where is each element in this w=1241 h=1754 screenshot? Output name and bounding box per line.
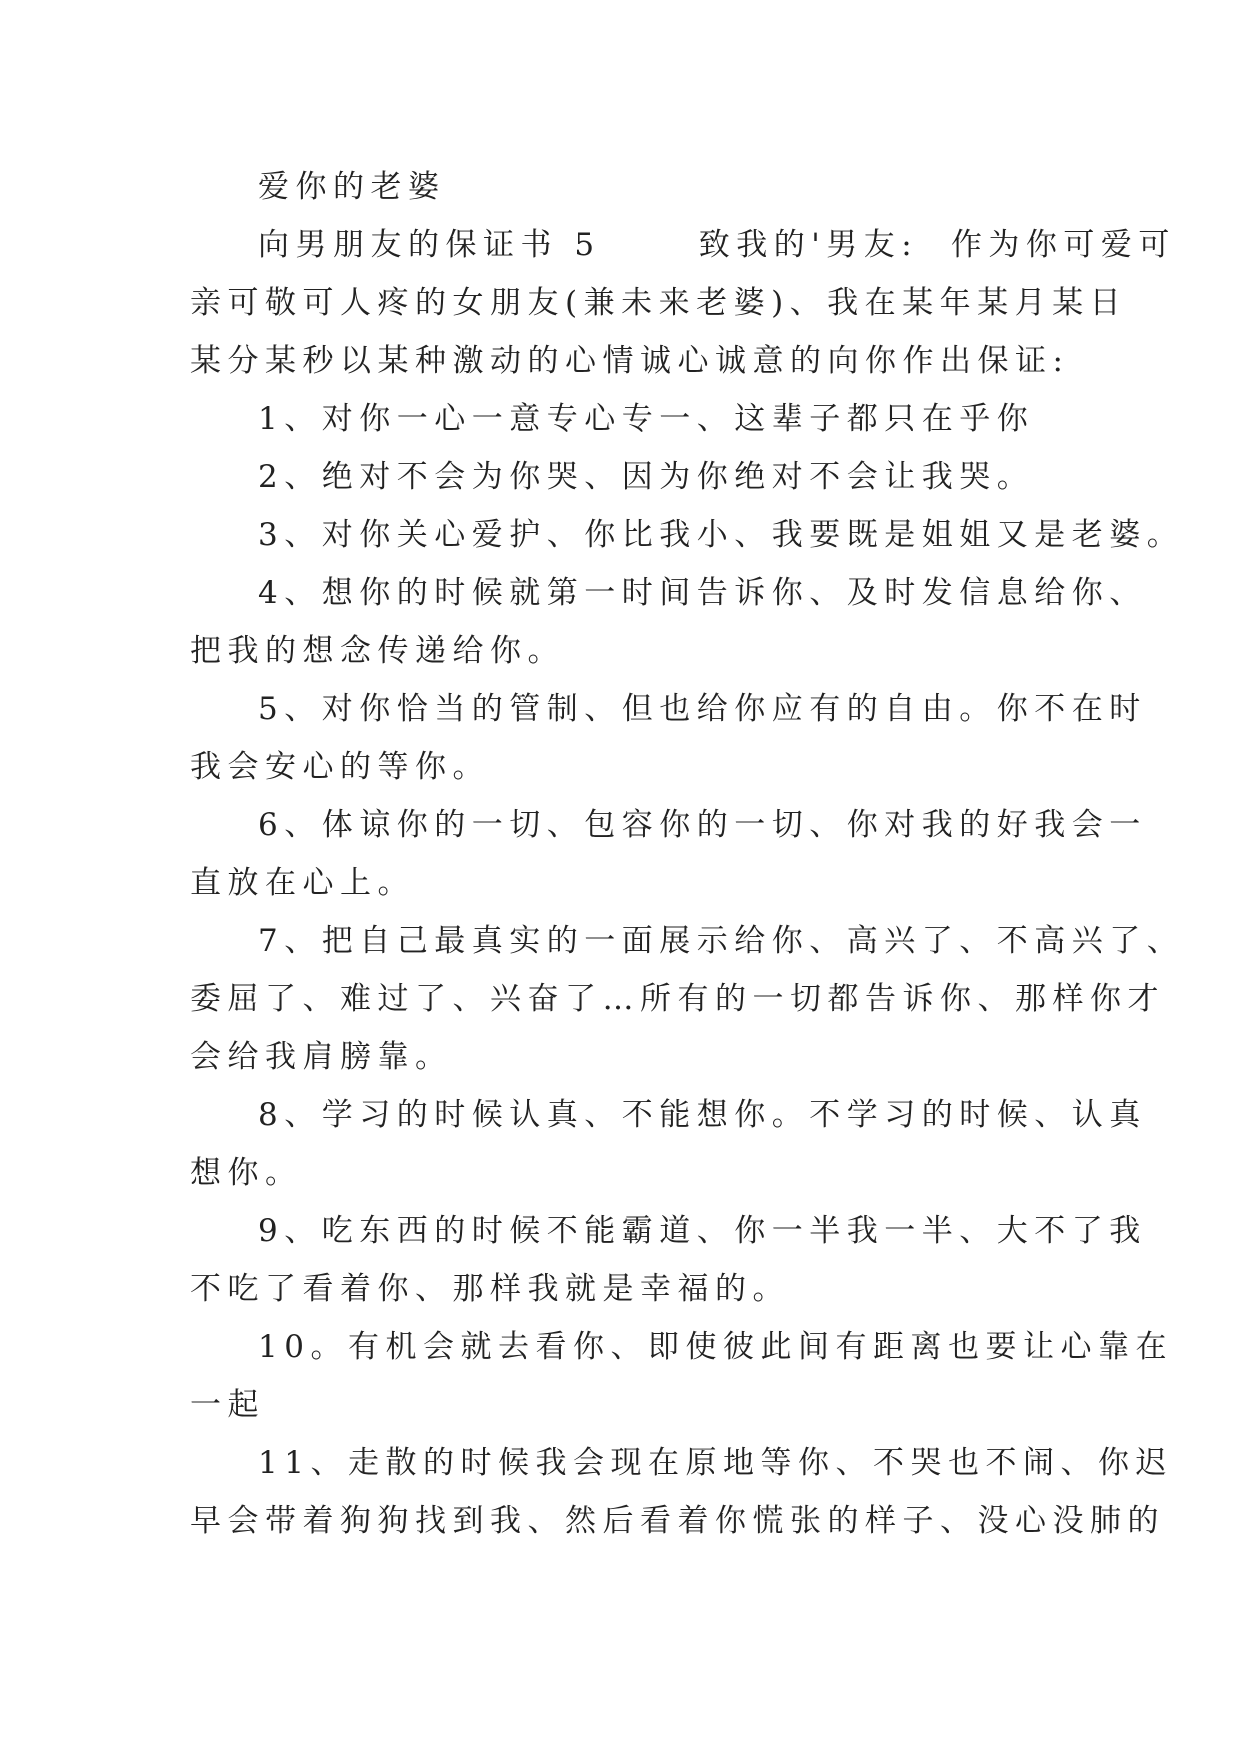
text-line: 9、吃东西的时候不能霸道、你一半我一半、大不了我	[258, 1213, 1147, 1249]
text-line: 会给我肩膀靠。	[190, 1039, 453, 1075]
text-line: 4、想你的时候就第一时间告诉你、及时发信息给你、	[258, 575, 1147, 611]
text-line: 8、学习的时候认真、不能想你。不学习的时候、认真	[258, 1097, 1147, 1133]
text-line: 直放在心上。	[190, 865, 415, 901]
text-line: 6、体谅你的一切、包容你的一切、你对我的好我会一	[258, 807, 1147, 843]
text-line: 早会带着狗狗找到我、然后看着你慌张的样子、没心没肺的	[190, 1503, 1165, 1539]
text-line: 5、对你恰当的管制、但也给你应有的自由。你不在时	[258, 691, 1147, 727]
text-line: 3、对你关心爱护、你比我小、我要既是姐姐又是老婆。	[258, 517, 1185, 553]
text-line: 我会安心的等你。	[190, 749, 490, 785]
text-line: 7、把自己最真实的一面展示给你、高兴了、不高兴了、	[258, 923, 1185, 959]
text-line: 一起	[190, 1387, 265, 1423]
text-line: 10。有机会就去看你、即使彼此间有距离也要让心靠在	[258, 1329, 1173, 1365]
text-line: 1、对你一心一意专心专一、这辈子都只在乎你	[258, 401, 1035, 437]
text-line: 委屈了、难过了、兴奋了…所有的一切都告诉你、那样你才	[190, 981, 1165, 1017]
text-line: 向男朋友的保证书 5 致我的'男友: 作为你可爱可	[258, 227, 1176, 263]
text-line: 不吃了看着你、那样我就是幸福的。	[190, 1271, 790, 1307]
text-line: 2、绝对不会为你哭、因为你绝对不会让我哭。	[258, 459, 1035, 495]
text-line: 某分某秒以某种激动的心情诚心诚意的向你作出保证:	[190, 343, 1070, 379]
text-line: 爱你的老婆	[258, 169, 446, 205]
text-line: 把我的想念传递给你。	[190, 633, 565, 669]
text-line: 想你。	[190, 1155, 303, 1191]
text-line: 11、走散的时候我会现在原地等你、不哭也不闹、你迟	[258, 1445, 1173, 1481]
text-line: 亲可敬可人疼的女朋友(兼未来老婆)、我在某年某月某日	[190, 285, 1128, 321]
